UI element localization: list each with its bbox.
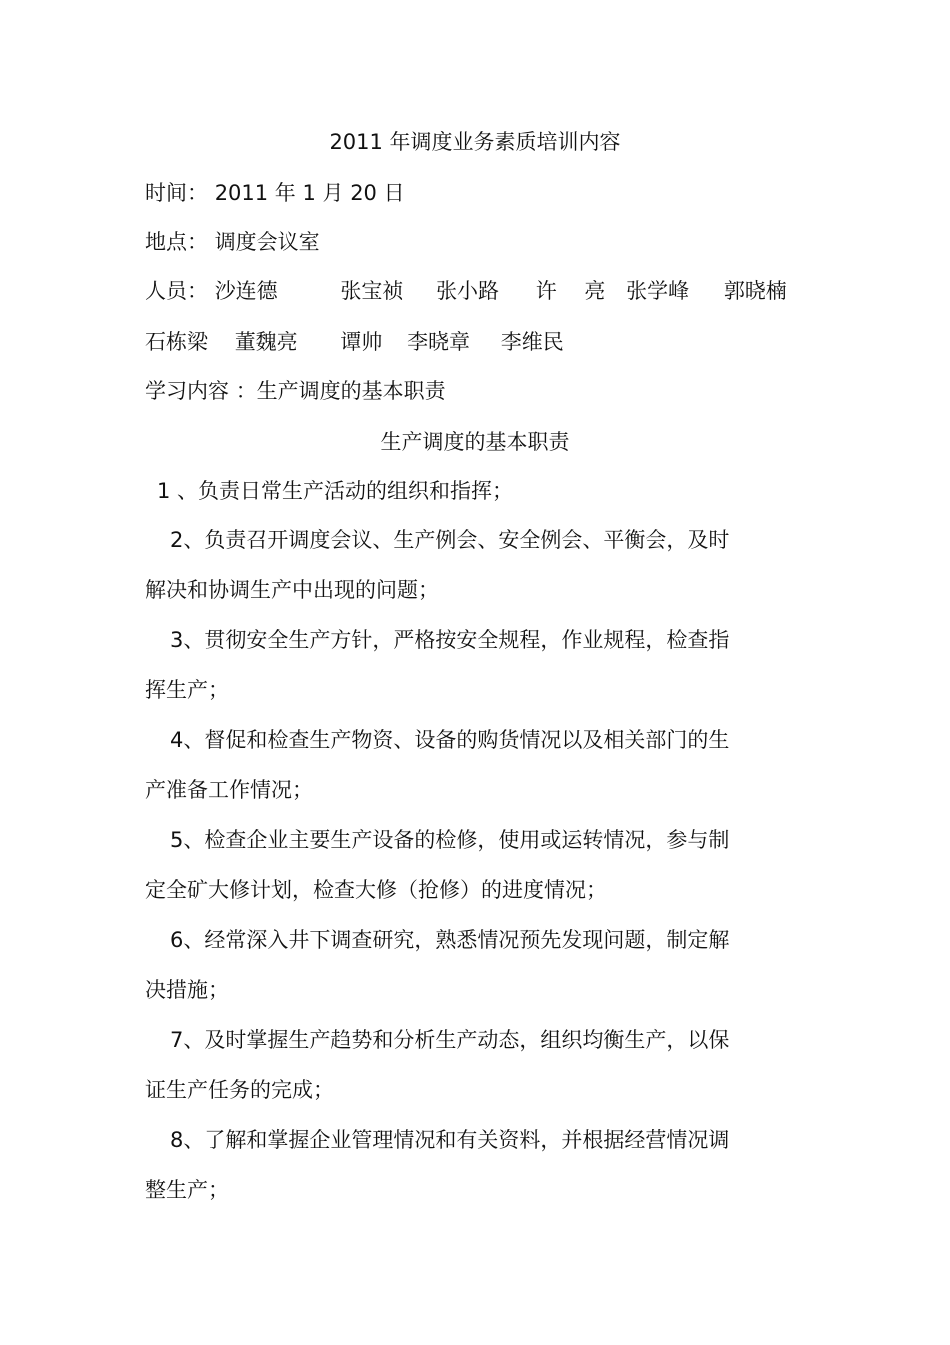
time-label: 时间：: [145, 181, 208, 205]
person-name: 张宝祯: [340, 279, 404, 303]
duty-item: 7、及时掌握生产趋势和分析生产动态，组织均衡生产，以保证生产任务的完成；: [145, 1028, 730, 1102]
study-value: ：生产调度的基本职责: [235, 379, 446, 403]
place-value: 调度会议室: [214, 230, 320, 254]
time-row: [145, 179, 845, 207]
person-name: 张学峰: [626, 279, 690, 303]
place-row: [145, 228, 845, 256]
people-row-1: [145, 277, 845, 305]
study-label: 学习内容: [145, 379, 229, 403]
person-name: 石栋梁: [145, 330, 208, 354]
person-name: 沙连德: [214, 279, 278, 303]
person-name: 董魏亮: [234, 330, 298, 354]
person-name: 李晓章: [407, 330, 471, 354]
duty-item: 4、督促和检查生产物资、设备的购货情况以及相关部门的生产准备工作情况；: [145, 728, 730, 802]
study-row: [145, 377, 845, 405]
document-title: 2011 年调度业务素质培训内容: [329, 130, 621, 154]
duty-item: 2、负责召开调度会议、生产例会、安全例会、平衡会，及时解决和协调生产中出现的问题；: [145, 528, 730, 602]
duty-item: 6、经常深入井下调查研究，熟悉情况预先发现问题，制定解决措施；: [145, 928, 730, 1002]
person-name: 李维民: [500, 330, 564, 354]
duty-item: 3、贯彻安全生产方针，严格按安全规程，作业规程，检查指挥生产；: [145, 628, 730, 702]
person-name: 郭晓楠: [723, 279, 787, 303]
duty-item: 1 、负责日常生产活动的组织和指挥；: [157, 479, 514, 503]
duty-item: 5、检查企业主要生产设备的检修，使用或运转情况，参与制定全矿大修计划，检查大修（抢修）的进度情况；: [145, 828, 730, 902]
place-label: 地点：: [145, 230, 208, 254]
people-label: 人员：: [145, 279, 208, 303]
time-value: 2011 年 1 月 20 日: [214, 181, 405, 205]
person-name: 谭帅: [340, 330, 383, 354]
duty-item: 8、了解和掌握企业管理情况和有关资料，并根据经营情况调整生产；: [145, 1128, 730, 1202]
person-name: 张小路: [436, 279, 500, 303]
person-name: 许 亮: [535, 279, 606, 303]
people-row-2: [145, 328, 845, 356]
section-title: 生产调度的基本职责: [380, 430, 570, 454]
